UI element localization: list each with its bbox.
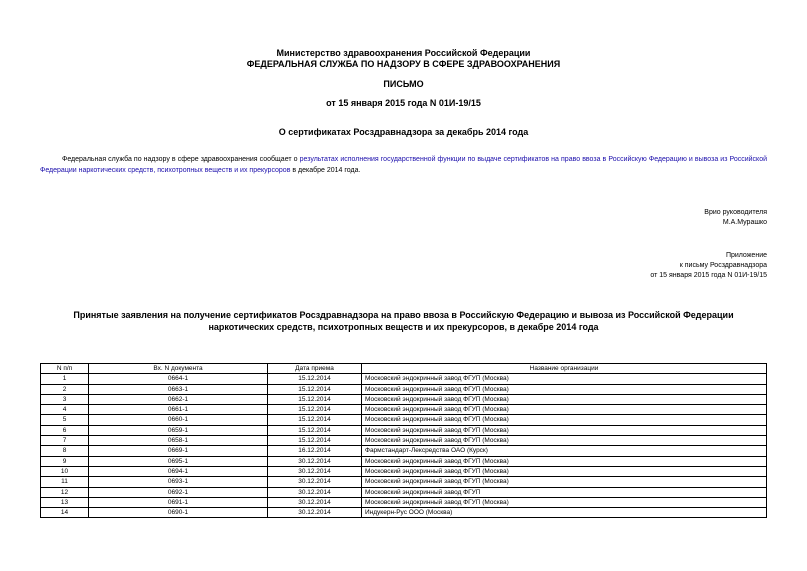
table-row xyxy=(41,466,767,476)
row-number: 3 xyxy=(41,394,89,404)
row-doc-number: 0661-1 xyxy=(89,405,268,415)
row-doc-number: 0658-1 xyxy=(89,436,268,446)
table-row xyxy=(41,384,767,394)
row-date: 30.12.2014 xyxy=(268,497,362,507)
row-doc-number: 0669-1 xyxy=(89,446,268,456)
letter-body xyxy=(40,155,767,176)
row-doc-number: 0664-1 xyxy=(89,374,268,384)
row-number: 6 xyxy=(41,425,89,435)
row-number: 7 xyxy=(41,436,89,446)
col-number: N п/п xyxy=(41,364,89,374)
col-org-name: Название организации xyxy=(362,364,767,374)
table-row xyxy=(41,456,767,466)
row-org-name: Московский эндокринный завод ФГУП (Москва) xyxy=(362,497,767,507)
row-doc-number: 0691-1 xyxy=(89,497,268,507)
table-row xyxy=(41,405,767,415)
row-doc-number: 0659-1 xyxy=(89,425,268,435)
row-date: 30.12.2014 xyxy=(268,508,362,518)
row-date: 15.12.2014 xyxy=(268,384,362,394)
table-row xyxy=(41,477,767,487)
row-doc-number: 0662-1 xyxy=(89,394,268,404)
row-doc-number: 0694-1 xyxy=(89,466,268,476)
row-doc-number: 0693-1 xyxy=(89,477,268,487)
appendix-ref: к письму Росздравнадзора xyxy=(679,262,767,269)
row-org-name: Московский эндокринный завод ФГУП (Москва) xyxy=(362,466,767,476)
row-date: 30.12.2014 xyxy=(268,456,362,466)
signer-position: Врио руководителя xyxy=(704,209,767,216)
applications-table xyxy=(40,363,767,518)
table-row xyxy=(41,425,767,435)
functions-link[interactable]: результатах исполнения государственной функции по выдаче сертификатов на право ввоза в Российскую Федерацию и вывоза из Российской Федерации наркотических средств, психотропных веществ и их прекурсоров xyxy=(40,156,767,174)
table-row xyxy=(41,394,767,404)
row-date: 15.12.2014 xyxy=(268,436,362,446)
row-doc-number: 0663-1 xyxy=(89,384,268,394)
row-org-name: Индукерн-Рус ООО (Москва) xyxy=(362,508,767,518)
table-row xyxy=(41,508,767,518)
row-org-name: Московский эндокринный завод ФГУП (Москва) xyxy=(362,405,767,415)
doc-date: от 15 января 2015 года N 01И-19/15 xyxy=(326,98,481,108)
table-row xyxy=(41,497,767,507)
row-org-name: Московский эндокринный завод ФГУП (Москва) xyxy=(362,436,767,446)
row-date: 15.12.2014 xyxy=(268,405,362,415)
row-number: 5 xyxy=(41,415,89,425)
row-number: 12 xyxy=(41,487,89,497)
row-doc-number: 0690-1 xyxy=(89,508,268,518)
row-org-name: Московский эндокринный завод ФГУП (Москва) xyxy=(362,384,767,394)
service-name: ФЕДЕРАЛЬНАЯ СЛУЖБА ПО НАДЗОРУ В СФЕРЕ ЗДРАВООХРАНЕНИЯ xyxy=(246,59,561,69)
signer-name: М.А.Мурашко xyxy=(722,219,767,226)
row-number: 13 xyxy=(41,497,89,507)
row-org-name: Фармстандарт-Лексредства ОАО (Курск) xyxy=(362,446,767,456)
appendix-label: Приложение xyxy=(725,252,767,259)
row-date: 15.12.2014 xyxy=(268,425,362,435)
row-org-name: Московский эндокринный завод ФГУП (Москва) xyxy=(362,374,767,384)
row-number: 10 xyxy=(41,466,89,476)
row-date: 15.12.2014 xyxy=(268,394,362,404)
appendix-date: от 15 января 2015 года N 01И-19/15 xyxy=(650,272,767,279)
row-number: 9 xyxy=(41,456,89,466)
row-doc-number: 0692-1 xyxy=(89,487,268,497)
col-date: Дата приема xyxy=(268,364,362,374)
row-date: 15.12.2014 xyxy=(268,374,362,384)
table-row xyxy=(41,436,767,446)
table-row xyxy=(41,415,767,425)
row-date: 16.12.2014 xyxy=(268,446,362,456)
doc-subject: О сертификатах Росздравнадзора за декабрь 2014 года xyxy=(278,127,529,137)
table-row xyxy=(41,446,767,456)
row-date: 30.12.2014 xyxy=(268,487,362,497)
row-date: 15.12.2014 xyxy=(268,415,362,425)
row-org-name: Московский эндокринный завод ФГУП (Москва) xyxy=(362,415,767,425)
row-org-name: Московский эндокринный завод ФГУП (Москва) xyxy=(362,425,767,435)
col-doc-number: Вх. N документа xyxy=(89,364,268,374)
row-number: 8 xyxy=(41,446,89,456)
row-date: 30.12.2014 xyxy=(268,477,362,487)
appendix-title: Принятые заявления на получение сертификатов Росздравнадзора на право ввоза в Российскую Федерацию и вывоза из Российской Федерации наркотических средств, психотропных веществ и их прекурсоров, в декабре 2014 года xyxy=(73,310,734,332)
row-date: 30.12.2014 xyxy=(268,466,362,476)
body-tail: в декабре 2014 года. xyxy=(290,166,361,174)
table-header-row xyxy=(41,364,767,374)
row-org-name: Московский эндокринный завод ФГУП (Москва) xyxy=(362,394,767,404)
body-intro: Федеральная служба по надзору в сфере здравоохранения сообщает о xyxy=(62,156,300,163)
ministry-name: Министерство здравоохранения Российской Федерации xyxy=(276,48,531,58)
row-doc-number: 0695-1 xyxy=(89,456,268,466)
row-org-name: Московский эндокринный завод ФГУП xyxy=(362,487,767,497)
row-org-name: Московский эндокринный завод ФГУП (Москва) xyxy=(362,477,767,487)
table-row xyxy=(41,487,767,497)
row-number: 1 xyxy=(41,374,89,384)
row-number: 11 xyxy=(41,477,89,487)
doc-type: ПИСЬМО xyxy=(383,79,424,89)
row-number: 14 xyxy=(41,508,89,518)
row-number: 2 xyxy=(41,384,89,394)
row-org-name: Московский эндокринный завод ФГУП (Москва) xyxy=(362,456,767,466)
row-doc-number: 0660-1 xyxy=(89,415,268,425)
table-row xyxy=(41,374,767,384)
row-number: 4 xyxy=(41,405,89,415)
